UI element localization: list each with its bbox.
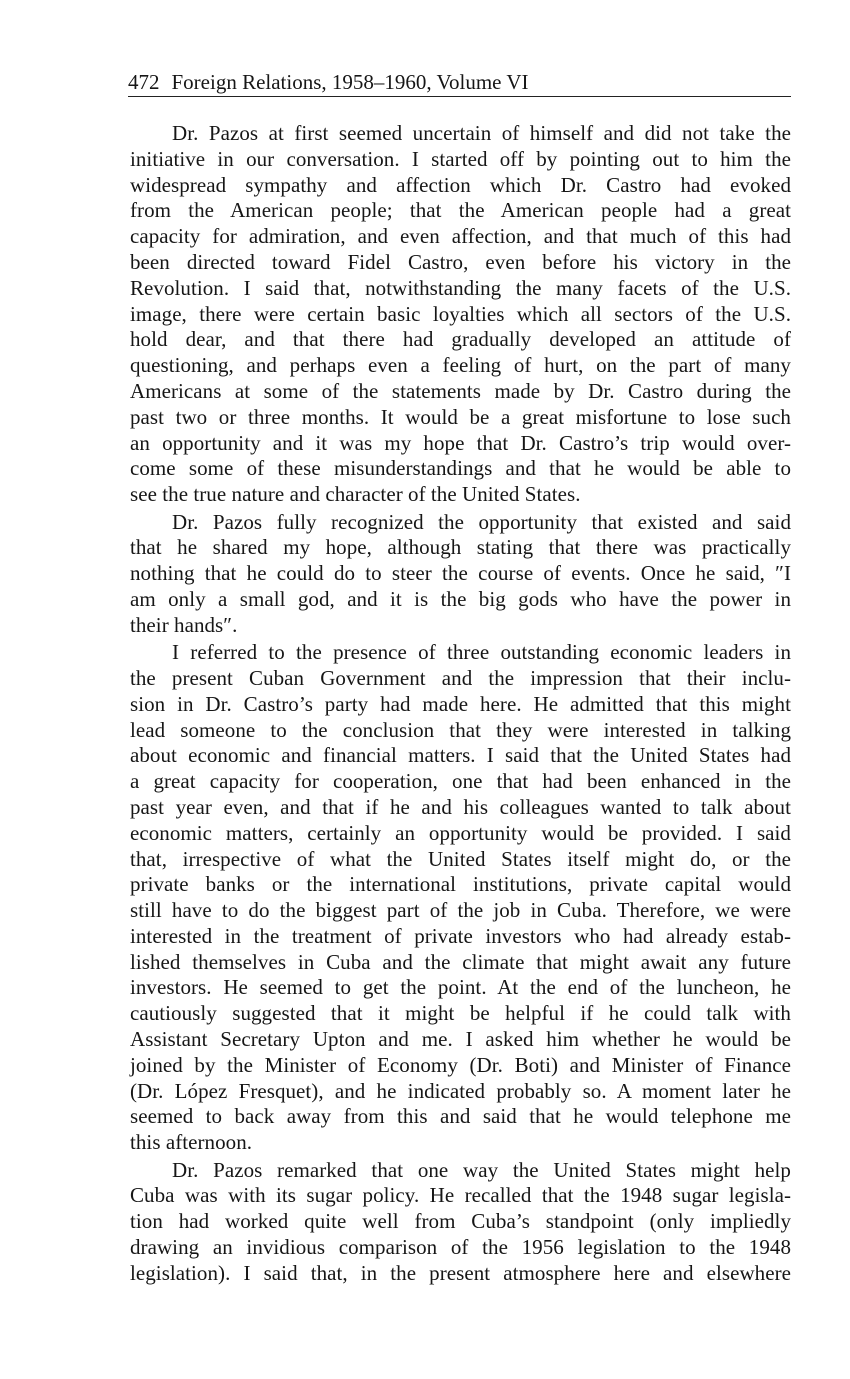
body-text — [130, 121, 791, 1287]
text-line: interested in the treatment of private investors who had already estab- — [130, 923, 791, 948]
text-line: Dr. Pazos fully recognized the opportunity that existed and said — [172, 509, 791, 534]
text-line: this afternoon. — [130, 1130, 253, 1155]
paragraph — [130, 1158, 791, 1287]
text-line: a great capacity for cooperation, one that had been enhanced in the — [130, 769, 791, 794]
text-line: past year even, and that if he and his colleagues wanted to talk about — [130, 794, 791, 819]
text-line: that he shared my hope, although stating that there was practically — [130, 535, 791, 560]
text-line: Assistant Secretary Upton and me. I asked him whether he would be — [130, 1027, 791, 1052]
text-line: their hands″. — [130, 612, 238, 637]
paragraph — [130, 510, 791, 639]
text-line: am only a small god, and it is the big gods who have the power in — [130, 586, 791, 611]
text-line: Dr. Pazos at first seemed uncertain of himself and did not take the — [172, 121, 791, 145]
text-line: an opportunity and it was my hope that Dr. Castro’s trip would over- — [130, 430, 791, 455]
text-line: come some of these misunderstandings and that he would be able to — [130, 456, 791, 481]
text-line: the present Cuban Government and the impression that their inclu- — [130, 665, 791, 690]
text-line: lead someone to the conclusion that they were interested in talking — [130, 717, 791, 742]
text-line: see the true nature and character of the United States. — [130, 482, 581, 507]
text-line: still have to do the biggest part of the job in Cuba. Therefore, we were — [130, 898, 791, 923]
text-line: Revolution. I said that, notwithstanding the many facets of the U.S. — [130, 275, 791, 300]
text-line: past two or three months. It would be a great misfortune to lose such — [130, 404, 791, 429]
text-line: lished themselves in Cuba and the climate that might await any future — [130, 949, 791, 974]
text-line: seemed to back away from this and said that he would telephone me — [130, 1104, 791, 1129]
text-line: questioning, and perhaps even a feeling of hurt, on the part of many — [130, 353, 791, 378]
text-line: initiative in our conversation. I started off by pointing out to him the — [130, 146, 791, 171]
text-line: that, irrespective of what the United States itself might do, or the — [130, 846, 791, 871]
text-line: cautiously suggested that it might be helpful if he could talk with — [130, 1001, 791, 1026]
header-title: Foreign Relations, 1958–1960, Volume VI — [171, 70, 529, 94]
text-line: widespread sympathy and affection which Dr. Castro had evoked — [130, 172, 791, 197]
text-line: drawing an invidious comparison of the 1956 legislation to the 1948 — [130, 1235, 791, 1260]
text-line: legislation). I said that, in the present atmosphere here and elsewhere — [130, 1260, 791, 1285]
text-line: nothing that he could do to steer the course of events. Once he said, ″I — [130, 561, 791, 586]
text-line: I referred to the presence of three outstanding economic leaders in — [172, 640, 791, 665]
text-line: sion in Dr. Castro’s party had made here. He admitted that this might — [130, 691, 791, 716]
running-header — [128, 70, 791, 97]
text-line: tion had worked quite well from Cuba’s standpoint (only impliedly — [130, 1209, 791, 1234]
text-line: capacity for admiration, and even affection, and that much of this had — [130, 224, 791, 249]
text-line: about economic and financial matters. I said that the United States had — [130, 743, 791, 768]
text-line: Dr. Pazos remarked that one way the United States might help — [172, 1157, 791, 1182]
text-line: Cuba was with its sugar policy. He recalled that the 1948 sugar legisla- — [130, 1183, 791, 1208]
text-line: been directed toward Fidel Castro, even before his victory in the — [130, 249, 791, 274]
text-line: joined by the Minister of Economy (Dr. Boti) and Minister of Finance — [130, 1052, 791, 1077]
page-number: 472 — [128, 70, 160, 94]
text-line: economic matters, certainly an opportunity would be provided. I said — [130, 820, 791, 845]
text-line: private banks or the international institutions, private capital would — [130, 872, 791, 897]
text-line: (Dr. López Fresquet), and he indicated probably so. A moment later he — [130, 1078, 791, 1103]
paragraph — [130, 121, 791, 508]
text-line: hold dear, and that there had gradually developed an attitude of — [130, 327, 791, 352]
text-line: from the American people; that the American people had a great — [130, 198, 791, 223]
paragraph — [130, 640, 791, 1156]
text-line: Americans at some of the statements made by Dr. Castro during the — [130, 378, 791, 403]
text-line: investors. He seemed to get the point. At the end of the luncheon, he — [130, 975, 791, 1000]
text-line: image, there were certain basic loyalties which all sectors of the U.S. — [130, 301, 791, 326]
